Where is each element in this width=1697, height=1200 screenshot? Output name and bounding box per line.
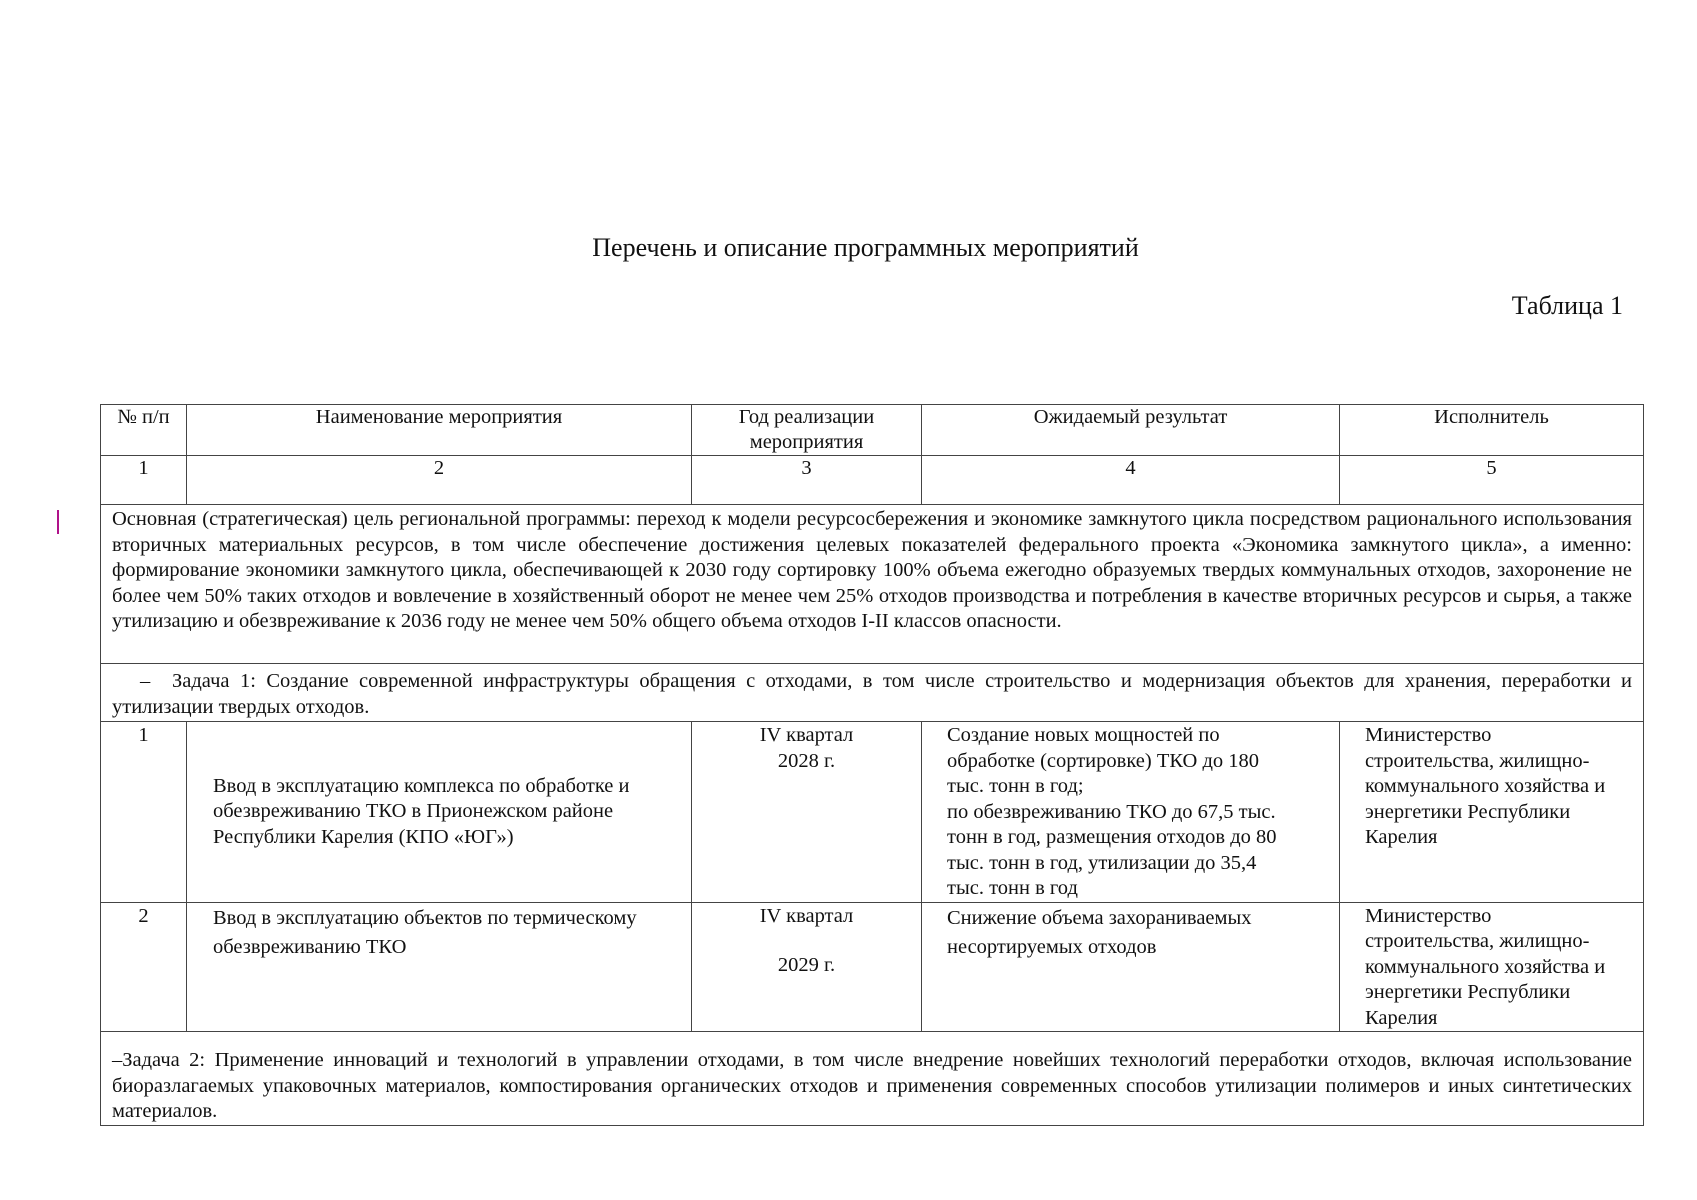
header-cell-result: Ожидаемый результат — [922, 405, 1340, 456]
expected-result: Снижение объема захораниваемых несортируемых отходов — [922, 902, 1340, 1032]
executor-line: Министерство — [1365, 724, 1492, 746]
executor-line: Карелия — [1365, 1006, 1438, 1029]
text-cursor-mark — [57, 510, 59, 534]
event-year-quarter: IV квартал — [759, 724, 854, 746]
executor-line: строительства, жилищно- — [1365, 930, 1590, 952]
executor-line: коммунального хозяйства и — [1365, 955, 1606, 978]
row-index: 2 — [101, 902, 187, 1032]
executor-line: коммунального хозяйства и — [1365, 775, 1606, 797]
strategic-goal-text: Основная (стратегическая) цель региональной программы: переход к модели ресурсосбережения и экономике замкнутого цикла посредством рационального использования вторичных материальных ресурсов, в том числе обеспечение достижения целевых показателей федерального проекта «Экономика замкнутого цикла», а именно: формирование экономики замкнутого цикла, обеспечивающей к 2030 году сортировку 100% объема ежегодно образуемых твердых коммунальных отходов, захоронение не более чем 50% таких отходов и вовлечение в хозяйственный оборот не менее чем 25% отходов производства и потребления в качестве вторичных ресурсов и сырья, а также утилизацию и обезвреживание к 2036 году не менее чем 50% общего объема отходов I-II классов опасности. — [101, 505, 1644, 664]
column-number-cell: 3 — [692, 456, 922, 505]
event-name: Ввод в эксплуатацию комплекса по обработке и обезвреживанию ТКО в Прионежском районе Республики Карелия (КПО «ЮГ») — [187, 722, 692, 903]
document-title: Перечень и описание программных мероприятий — [592, 233, 1139, 262]
row-index: 1 — [101, 722, 187, 903]
result-line: тыс. тонн в год — [947, 877, 1078, 899]
executor-line: Министерство — [1365, 904, 1492, 927]
task-2-dash: – — [112, 1049, 123, 1071]
table-caption: Таблица 1 — [1511, 291, 1623, 320]
table-row — [101, 902, 1644, 1032]
result-line: Создание новых мощностей по — [947, 724, 1220, 746]
task-2-row — [101, 1032, 1644, 1126]
task-2-cell — [101, 1032, 1644, 1126]
event-year-quarter: IV квартал — [759, 904, 854, 927]
result-line: обработке (сортировке) ТКО до 180 — [947, 749, 1260, 772]
executor-line: энергетики Республики — [1365, 981, 1571, 1003]
result-line: тыс. тонн в год, утилизации до 35,4 — [947, 851, 1257, 874]
task-1-row — [101, 664, 1644, 722]
executor — [1340, 902, 1644, 1032]
expected-result — [922, 722, 1340, 903]
task-1-cell — [101, 664, 1644, 722]
executor-line: Карелия — [1365, 826, 1438, 848]
program-events-table — [100, 404, 1644, 1126]
event-year — [692, 722, 922, 903]
column-number-cell: 2 — [187, 456, 692, 505]
event-year-value: 2028 г. — [777, 749, 836, 772]
column-number-cell: 4 — [922, 456, 1340, 505]
goal-row — [101, 505, 1644, 664]
result-line: тонн в год, размещения отходов до 80 — [947, 826, 1277, 848]
table-row — [101, 722, 1644, 903]
result-line: тыс. тонн в год; — [947, 775, 1084, 797]
column-number-row — [101, 456, 1644, 505]
executor — [1340, 722, 1644, 903]
event-year-value: 2029 г. — [777, 954, 836, 976]
header-cell-year: Год реализации мероприятия — [692, 405, 922, 456]
task-2-text: Задача 2: Применение инноваций и технологий в управлении отходами, в том числе внедрение новейших технологий переработки отходов, включая использование биоразлагаемых упаковочных материалов, компостирования органических отходов и применения современных способов утилизации полимеров и иных синтетических материалов. — [112, 1049, 1632, 1122]
column-number-cell: 1 — [101, 456, 187, 505]
event-year — [692, 902, 922, 1032]
column-number-cell: 5 — [1340, 456, 1644, 505]
header-cell-number: № п/п — [101, 405, 187, 456]
header-cell-name: Наименование мероприятия — [187, 405, 692, 456]
executor-line: энергетики Республики — [1365, 800, 1571, 823]
task-1-dash: – — [140, 670, 151, 692]
event-name: Ввод в эксплуатацию объектов по термическому обезвреживанию ТКО — [187, 902, 692, 1032]
result-line: по обезвреживанию ТКО до 67,5 тыс. — [947, 800, 1276, 823]
header-cell-executor: Исполнитель — [1340, 405, 1644, 456]
table-header-row — [101, 405, 1644, 456]
task-1-text: Задача 1: Создание современной инфраструктуры обращения с отходами, в том числе строительство и модернизация объектов для хранения, переработки и утилизации твердых отходов. — [112, 670, 1632, 718]
executor-line: строительства, жилищно- — [1365, 749, 1590, 772]
